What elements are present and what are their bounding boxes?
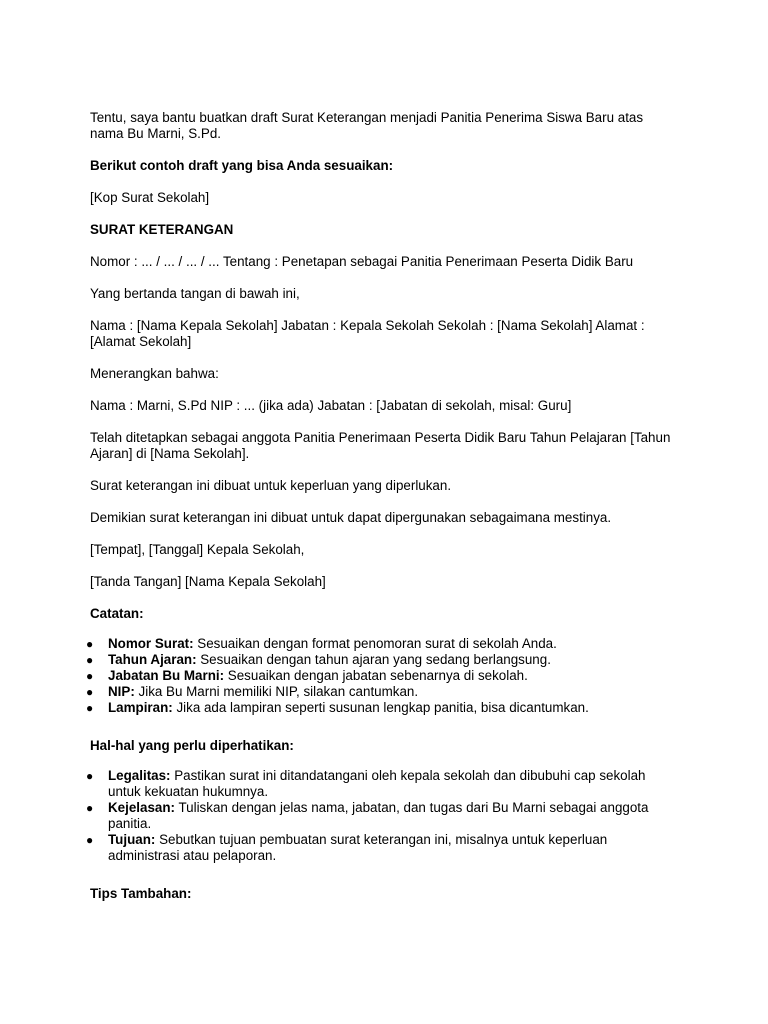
bullet-icon: ● <box>86 801 94 815</box>
bullet-icon: ● <box>86 769 94 783</box>
bullet-icon: ● <box>86 669 94 683</box>
list-item: ● Lampiran: Jika ada lampiran seperti susunan lengkap panitia, bisa dicantumkan. <box>86 700 589 715</box>
notes-heading: Catatan: <box>90 606 144 621</box>
list-item: ● NIP: Jika Bu Marni memiliki NIP, silakan cantumkan. <box>86 684 419 699</box>
bullet-icon: ● <box>86 701 94 715</box>
purpose-paragraph: Surat keterangan ini dibuat untuk keperluan yang diperlukan. <box>90 478 452 493</box>
document-page <box>86 110 680 918</box>
appointment-paragraph: Telah ditetapkan sebagai anggota Panitia Penerimaan Peserta Didik Baru Tahun Pelajaran [Tahun Ajaran] di [Nama Sekolah]. <box>90 430 671 461</box>
states-intro: Menerangkan bahwa: <box>90 366 219 381</box>
closing-paragraph: Demikian surat keterangan ini dibuat untuk dapat dipergunakan sebagaimana mestinya. <box>90 510 612 525</box>
subject-details: Nama : Marni, S.Pd NIP : ... (jika ada) Jabatan : [Jabatan di sekolah, misal: Guru] <box>90 398 572 413</box>
considerations-list <box>86 768 680 864</box>
list-item: ● Legalitas: Pastikan surat ini ditandatangani oleh kepala sekolah dan dibubuhi cap sekolah untuk kekuatan hukumnya. <box>86 768 646 799</box>
nomor-line: Nomor : ... / ... / ... / ... Tentang : Penetapan sebagai Panitia Penerimaan Peserta Didik Baru <box>90 254 634 269</box>
bullet-icon: ● <box>86 637 94 651</box>
intro-paragraph: Tentu, saya bantu buatkan draft Surat Keterangan menjadi Panitia Penerima Siswa Baru atas nama Bu Marni, S.Pd. <box>90 110 644 141</box>
bullet-icon: ● <box>86 685 94 699</box>
list-item: ● Jabatan Bu Marni: Sesuaikan dengan jabatan sebenarnya di sekolah. <box>86 668 528 683</box>
list-item: ● Tahun Ajaran: Sesuaikan dengan tahun ajaran yang sedang berlangsung. <box>86 652 551 667</box>
signer-intro: Yang bertanda tangan di bawah ini, <box>90 286 300 301</box>
notes-list <box>86 636 680 716</box>
list-item: ● Tujuan: Sebutkan tujuan pembuatan surat keterangan ini, misalnya untuk keperluan administrasi atau pelaporan. <box>86 832 608 863</box>
place-date-line: [Tempat], [Tanggal] Kepala Sekolah, <box>90 542 305 557</box>
letterhead-placeholder: [Kop Surat Sekolah] <box>90 190 210 205</box>
signature-line: [Tanda Tangan] [Nama Kepala Sekolah] <box>90 574 326 589</box>
bullet-icon: ● <box>86 833 94 847</box>
tips-heading: Tips Tambahan: <box>90 886 192 901</box>
example-heading: Berikut contoh draft yang bisa Anda sesuaikan: <box>90 158 394 173</box>
letter-title: SURAT KETERANGAN <box>90 222 234 237</box>
list-item: ● Kejelasan: Tuliskan dengan jelas nama, jabatan, dan tugas dari Bu Marni sebagai anggota panitia. <box>86 800 649 831</box>
signer-details: Nama : [Nama Kepala Sekolah] Jabatan : Kepala Sekolah Sekolah : [Nama Sekolah] Alamat : [Alamat Sekolah] <box>90 318 645 349</box>
bullet-icon: ● <box>86 653 94 667</box>
list-item: ● Nomor Surat: Sesuaikan dengan format penomoran surat di sekolah Anda. <box>86 636 557 651</box>
considerations-heading: Hal-hal yang perlu diperhatikan: <box>90 738 294 753</box>
